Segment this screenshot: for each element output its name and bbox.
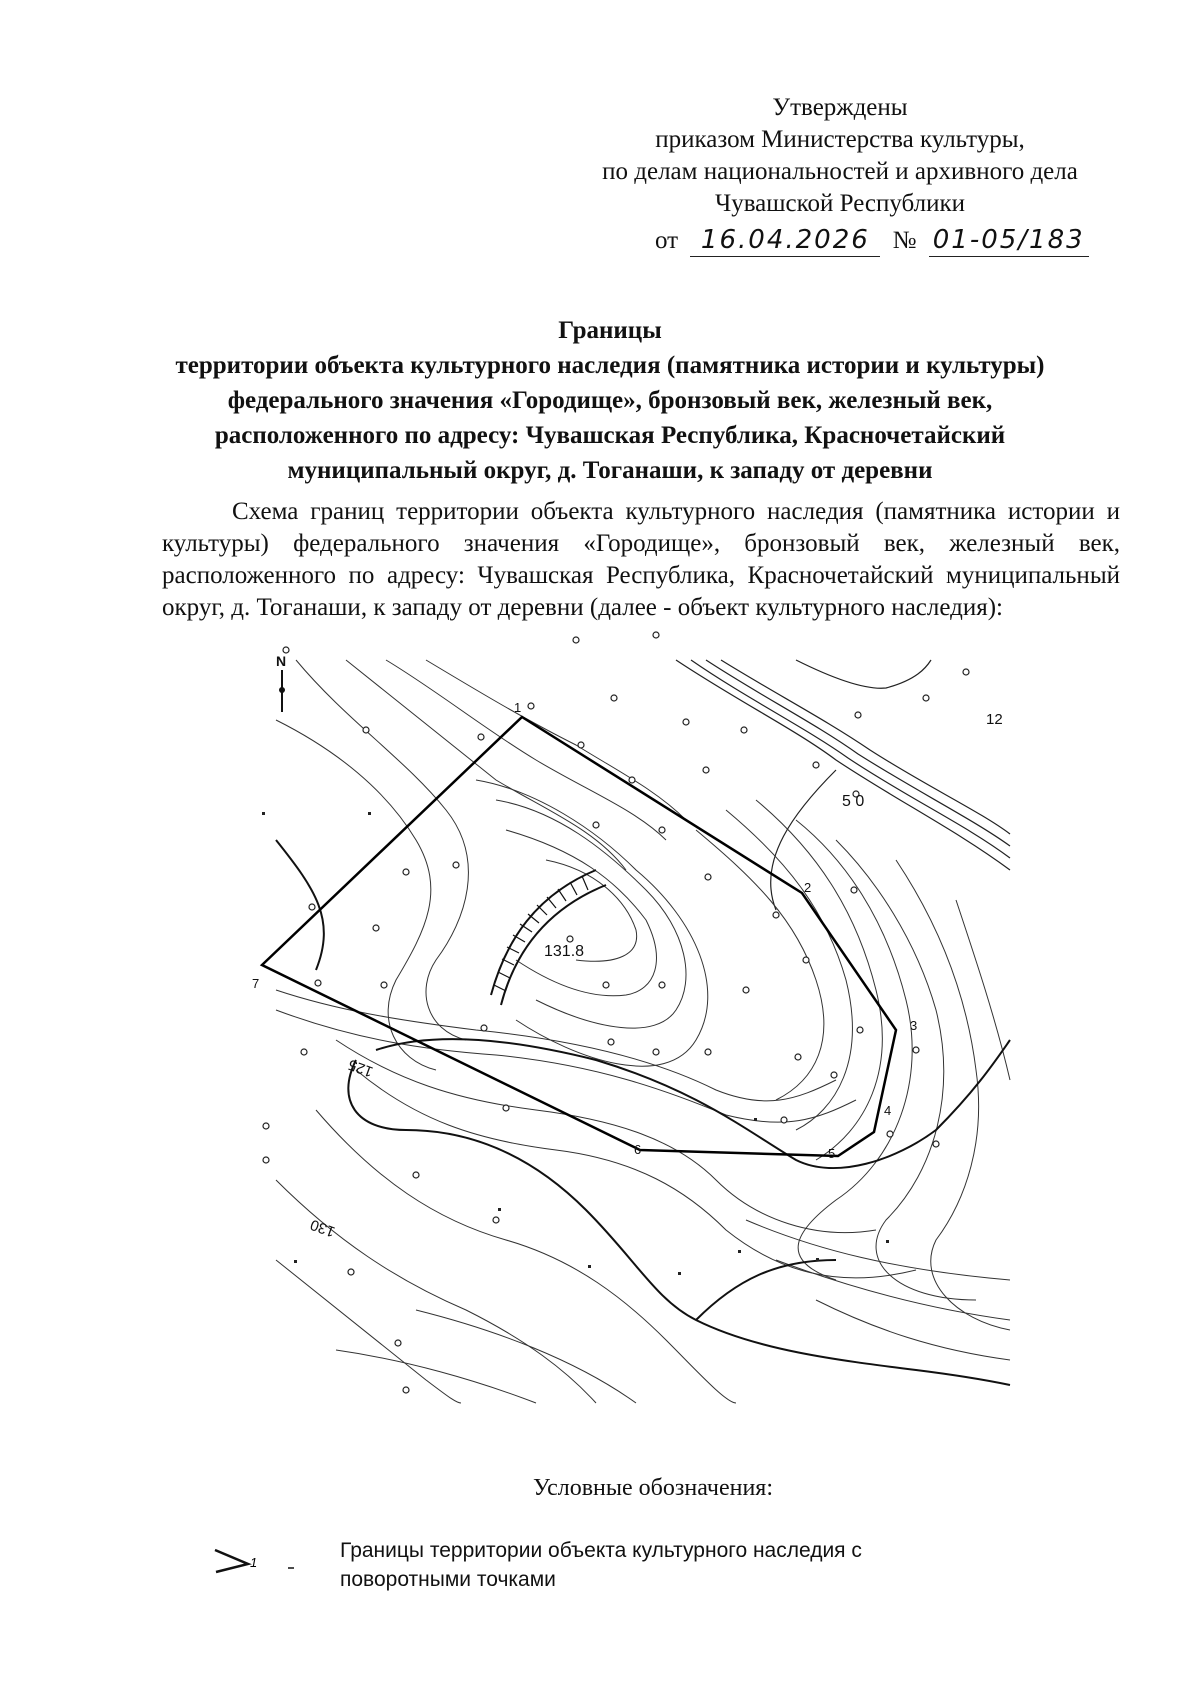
document-title — [120, 313, 1100, 488]
point-label-3: 3 — [910, 1018, 918, 1033]
boundary-map — [252, 653, 1010, 1403]
heritage-boundary — [262, 717, 896, 1156]
order-number: 01-05/183 — [929, 224, 1089, 257]
contour-lines — [276, 660, 1010, 1403]
approval-line-1: Утверждены — [772, 94, 908, 121]
survey-points — [263, 632, 969, 1393]
point-label-6: 6 — [634, 1142, 642, 1157]
edge-label-50: 5 0 — [842, 793, 865, 810]
edge-label-12: 12 — [986, 711, 1003, 728]
north-arrow-icon — [276, 653, 286, 712]
order-date: 16.04.2026 — [690, 224, 880, 257]
point-label-7: 7 — [252, 976, 260, 991]
title-line-4: муниципальный округ, д. Тоганаши, к западу от деревни — [287, 457, 933, 484]
approval-line-4: Чувашской Республики — [714, 190, 966, 217]
intro-text: Схема границ территории объекта культурного наследия (памятника истории и культуры) федерального значения «Городище», бронзовый век, железный век, расположенного по адресу: Чувашская Республика, Красночетайский муниципальный округ, д. Тоганаши, к западу от деревни (далее - объект культурного наследия): — [162, 498, 1120, 621]
point-label-2: 2 — [804, 880, 812, 895]
title-line-2: федерального значения «Городище», бронзовый век, железный век, — [227, 387, 993, 414]
title-heading: Границы — [558, 317, 662, 344]
road-lines — [676, 660, 1010, 910]
bench-marks — [262, 812, 892, 1275]
title-line-3: расположенного по адресу: Чувашская Республика, Красночетайский — [214, 422, 1006, 449]
approval-line-3: по делам национальностей и архивного дела — [602, 158, 1078, 185]
rampart-hachure — [491, 870, 606, 1005]
legend-item-text: Границы территории объекта культурного наследия с поворотными точками — [340, 1539, 862, 1591]
date-prefix: от — [655, 227, 679, 254]
point-label-4: 4 — [884, 1103, 892, 1118]
contour-label-125: 125 — [346, 1055, 376, 1081]
approval-date-row — [560, 224, 1120, 257]
approval-line-2: приказом Министерства культуры, — [655, 126, 1025, 153]
contour-label-130: 130 — [308, 1215, 338, 1241]
number-prefix: № — [892, 227, 917, 254]
intro-paragraph — [162, 496, 1120, 624]
north-label: N — [276, 653, 287, 669]
title-line-1: территории объекта культурного наследия (памятника истории и культуры) — [175, 352, 1045, 379]
approval-block — [560, 92, 1120, 257]
point-label-1: 1 — [514, 700, 522, 715]
point-label-5: 5 — [828, 1146, 836, 1161]
legend-item-boundary — [210, 1536, 1010, 1606]
boundary-line-icon — [210, 1542, 320, 1582]
peak-elevation: 131.8 — [544, 943, 585, 960]
map-svg — [252, 653, 1010, 1403]
legend-title: Условные обозначения: — [532, 1475, 774, 1501]
legend-point-marker: 1 — [250, 1555, 258, 1570]
index-contours — [276, 840, 1010, 1385]
